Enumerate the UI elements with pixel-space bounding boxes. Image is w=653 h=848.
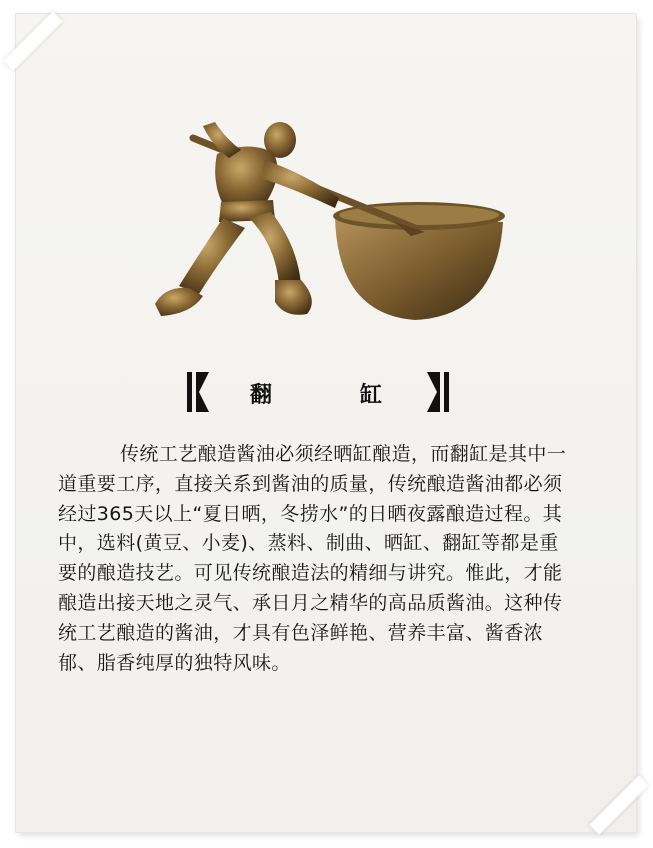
page-title-char-1: 翻 bbox=[250, 382, 273, 408]
sculpture-illustration bbox=[125, 104, 505, 334]
description-text: 传统工艺酿造酱油必须经晒缸酿造，而翻缸是其中一道重要工序，直接关系到酱油的质量，传统酿造酱油都必须经过365天以上“夏日晒，冬捞水”的日晒夜露酿造过程。其中，选料(黄豆、小麦)、蒸料、制曲、晒缸、翻缸等都是重要的酿造技艺。可见传统酿造法的精细与讲究。惟此，才能酿造出接天地之灵气、承日月之精华的高品质酱油。这种传统工艺酿造的酱油，才具有色泽鲜艳、营养丰富、酱香浓郁、脂香纯厚的独特风味。 bbox=[58, 443, 567, 674]
bracket-right-icon bbox=[425, 372, 449, 412]
corner-mount-top-left bbox=[3, 11, 62, 70]
vat-shape bbox=[333, 202, 505, 320]
corner-mount-bottom-right bbox=[589, 775, 648, 834]
worker-figure bbox=[155, 122, 339, 316]
page-title-char-2: 缸 bbox=[360, 382, 383, 408]
bracket-left-icon bbox=[187, 372, 211, 412]
bronze-sculpture-image bbox=[125, 104, 505, 334]
title-banner bbox=[0, 372, 653, 412]
